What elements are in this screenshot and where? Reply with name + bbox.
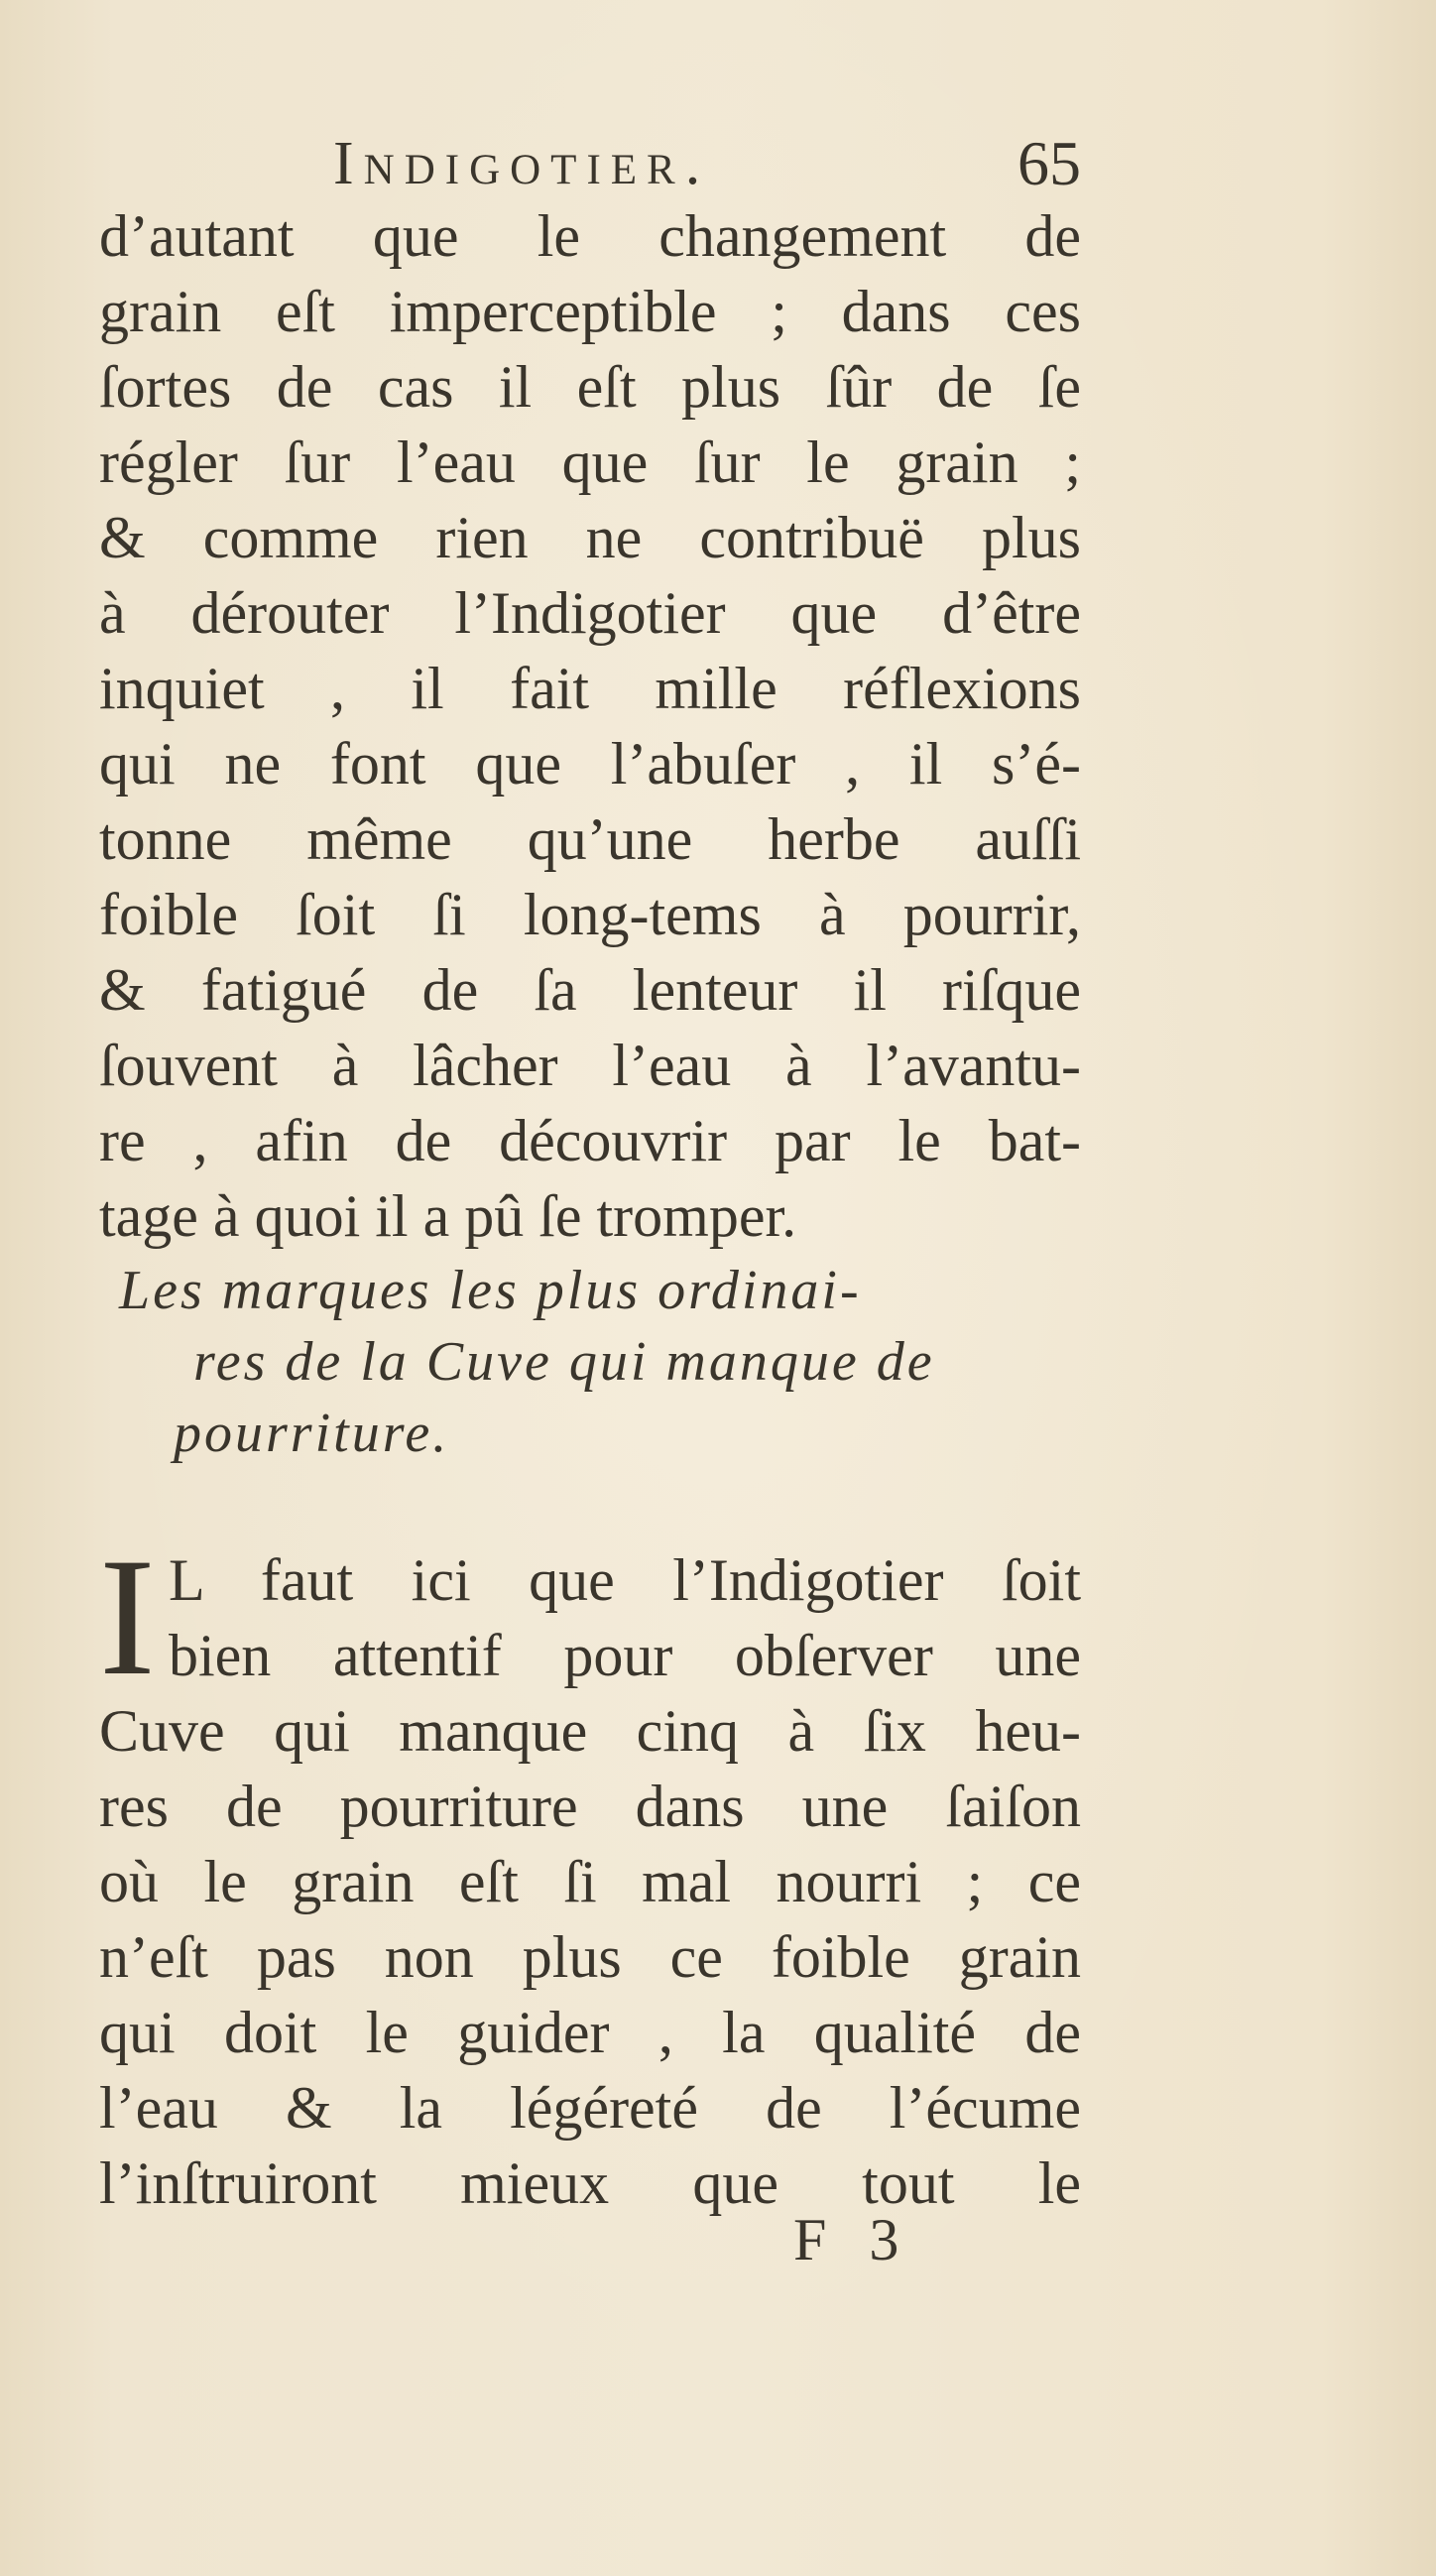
text-line: l’inſtruiront mieux que tout le: [99, 2150, 1081, 2216]
text-line: régler ſur l’eau que ſur le grain ;: [99, 429, 1081, 495]
signature-mark: F 3: [793, 2207, 913, 2272]
text-line: n’eſt pas non plus ce foible grain: [99, 1924, 1081, 1990]
text-line: qui doit le guider , la qualité de: [99, 2000, 1081, 2065]
text-line: Cuve qui manque cinq à ſix heu-: [99, 1698, 1081, 1764]
heading-line: Les marques les plus ordinai-: [119, 1260, 862, 1321]
running-head-title: Indigotier.: [333, 130, 711, 197]
text-line: l’eau & la légéreté de l’écume: [99, 2075, 1081, 2141]
text-line: grain eſt imperceptible ; dans ces: [99, 279, 1081, 344]
text-line: & comme rien ne contribuë plus: [99, 505, 1081, 570]
text-line: où le grain eſt ſi mal nourri ; ce: [99, 1849, 1081, 1914]
drop-cap: I: [99, 1524, 156, 1710]
page-number: 65: [1017, 128, 1081, 198]
text-line: inquiet , il fait mille réflexions: [99, 656, 1081, 721]
text-line: & fatigué de ſa lenteur il riſque: [99, 957, 1081, 1023]
paragraph-2: [99, 1524, 1081, 2221]
text-line: d’autant que le changement de: [99, 203, 1081, 269]
running-head: [99, 124, 1081, 203]
text-line: res de pourriture dans une ſaiſon: [99, 1774, 1081, 1839]
heading-line: pourriture.: [174, 1403, 450, 1464]
section-heading: [99, 1255, 1081, 1469]
text-line: L faut ici que l’Indigotier ſoit: [169, 1547, 1081, 1613]
text-line: ſortes de cas il eſt plus ſûr de ſe: [99, 354, 1081, 420]
paragraph-1: [99, 198, 1081, 1254]
text-line: ſouvent à lâcher l’eau à l’avantu-: [99, 1033, 1081, 1098]
text-line: tonne même qu’une herbe auſſi: [99, 806, 1081, 872]
text-line: qui ne font que l’abuſer , il s’é-: [99, 731, 1081, 797]
text-line: re , afin de découvrir par le bat-: [99, 1108, 1081, 1173]
text-line: foible ſoit ſi long-tems à pourrir,: [99, 882, 1081, 947]
text-line: bien attentif pour obſerver une: [169, 1623, 1081, 1688]
text-line: à dérouter l’Indigotier que d’être: [99, 580, 1081, 646]
heading-line: res de la Cuve qui manque de: [193, 1331, 935, 1393]
text-line: tage à quoi il a pû ſe tromper.: [99, 1183, 797, 1249]
